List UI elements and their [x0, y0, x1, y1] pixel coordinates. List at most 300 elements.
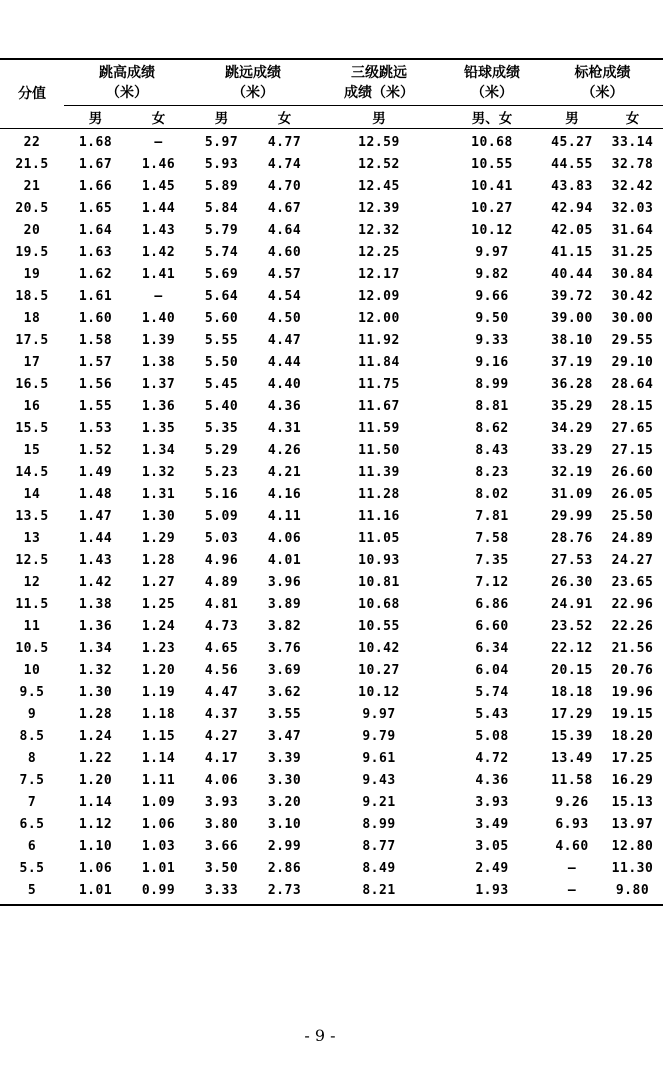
cell-long-jump-male: 4.17	[204, 750, 239, 766]
cell-long-jump-female: 3.82	[267, 618, 302, 634]
cell-triple-jump-male: 12.59	[358, 134, 400, 150]
header-high-jump-title: 跳高成绩	[99, 64, 155, 81]
cell-long-jump-female: 4.67	[267, 200, 302, 216]
cell-javelin-female: 26.05	[611, 486, 654, 502]
cell-score: 9	[27, 706, 37, 722]
header-shot-put	[442, 59, 542, 106]
cell-long-jump-male: 3.66	[204, 838, 239, 854]
cell-long-jump-female: 4.70	[267, 178, 302, 194]
cell-shot-put: 8.43	[475, 442, 509, 458]
cell-high-jump-male: 1.12	[78, 816, 113, 832]
table-row	[0, 417, 663, 439]
cell-shot-put: 9.16	[475, 354, 509, 370]
cell-long-jump-female: 3.96	[267, 574, 302, 590]
cell-long-jump-female: 3.39	[267, 750, 302, 766]
cell-javelin-female: 15.13	[611, 794, 654, 810]
cell-javelin-female: 25.50	[611, 508, 654, 524]
subheader-shot-put-both: 男、女	[442, 106, 542, 129]
cell-long-jump-male: 4.65	[204, 640, 239, 656]
cell-long-jump-male: 5.23	[204, 464, 239, 480]
cell-triple-jump-male: 10.12	[358, 684, 400, 700]
cell-score: 16.5	[15, 376, 49, 392]
cell-long-jump-female: 4.06	[267, 530, 302, 546]
header-high-jump	[64, 59, 190, 106]
cell-long-jump-male: 4.27	[204, 728, 239, 744]
cell-long-jump-male: 5.45	[204, 376, 239, 392]
cell-javelin-male: 44.55	[551, 156, 593, 172]
cell-high-jump-male: 1.63	[78, 244, 113, 260]
cell-javelin-male: 33.29	[551, 442, 593, 458]
cell-long-jump-male: 4.73	[204, 618, 239, 634]
cell-long-jump-male: 5.09	[204, 508, 239, 524]
cell-javelin-female: 26.60	[611, 464, 654, 480]
cell-high-jump-male: 1.57	[78, 354, 113, 370]
cell-long-jump-female: 3.55	[267, 706, 302, 722]
cell-triple-jump-male: 12.32	[358, 222, 400, 238]
cell-score: 11	[23, 618, 41, 634]
cell-high-jump-female: 0.99	[127, 879, 190, 905]
table-row	[0, 747, 663, 769]
cell-score: 14	[23, 486, 41, 502]
cell-javelin-female: 18.20	[611, 728, 654, 744]
cell-long-jump-female: 4.54	[267, 288, 302, 304]
cell-shot-put: 7.35	[475, 552, 509, 568]
table-row	[0, 835, 663, 857]
cell-javelin-male: 18.18	[551, 684, 593, 700]
cell-high-jump-male: 1.64	[78, 222, 113, 238]
cell-long-jump-female: 4.36	[267, 398, 302, 414]
cell-javelin-male: 29.99	[551, 508, 593, 524]
cell-shot-put: 10.27	[471, 200, 513, 216]
cell-javelin-female: 31.64	[611, 222, 654, 238]
cell-high-jump-female: 1.11	[141, 772, 176, 788]
cell-long-jump-male: 3.93	[204, 794, 239, 810]
cell-javelin-male: 42.05	[551, 222, 593, 238]
cell-javelin-male: 9.26	[555, 794, 589, 810]
cell-high-jump-male: 1.30	[78, 684, 113, 700]
header-triple-jump-unit: 成绩（米）	[344, 84, 414, 101]
cell-long-jump-male: 5.29	[204, 442, 239, 458]
cell-triple-jump-male: 10.93	[358, 552, 400, 568]
cell-long-jump-male: 5.89	[204, 178, 239, 194]
table-row	[0, 769, 663, 791]
cell-long-jump-male: 5.16	[204, 486, 239, 502]
cell-long-jump-male: 5.84	[204, 200, 239, 216]
cell-shot-put: 9.33	[475, 332, 509, 348]
cell-high-jump-male: 1.10	[78, 838, 113, 854]
cell-high-jump-male: 1.34	[78, 640, 113, 656]
cell-high-jump-female: 1.25	[141, 596, 176, 612]
cell-long-jump-male: 4.96	[204, 552, 239, 568]
cell-long-jump-female: 4.21	[267, 464, 302, 480]
cell-javelin-male: 41.15	[551, 244, 593, 260]
cell-shot-put: 5.43	[475, 706, 509, 722]
cell-javelin-male: 17.29	[551, 706, 593, 722]
cell-javelin-female: 13.97	[611, 816, 654, 832]
cell-javelin-female: 30.84	[611, 266, 654, 282]
cell-triple-jump-male: 12.09	[358, 288, 400, 304]
cell-javelin-female: 11.30	[611, 860, 654, 876]
cell-high-jump-male: 1.67	[78, 156, 113, 172]
cell-high-jump-female: 1.36	[141, 398, 176, 414]
cell-high-jump-female: 1.39	[141, 332, 176, 348]
cell-javelin-male: 39.00	[551, 310, 593, 326]
cell-high-jump-female: 1.31	[141, 486, 176, 502]
table-row	[0, 593, 663, 615]
cell-score: 21.5	[15, 156, 49, 172]
table-row	[0, 329, 663, 351]
cell-triple-jump-male: 10.68	[358, 596, 400, 612]
cell-high-jump-male: 1.62	[78, 266, 113, 282]
cell-high-jump-male: 1.22	[78, 750, 113, 766]
table-row	[0, 637, 663, 659]
cell-score: 5	[0, 879, 64, 905]
cell-score: 11.5	[15, 596, 49, 612]
table-row	[0, 395, 663, 417]
cell-high-jump-female: –	[154, 134, 163, 150]
cell-javelin-female: 22.96	[611, 596, 654, 612]
table-row	[0, 857, 663, 879]
cell-score: 6	[27, 838, 37, 854]
cell-high-jump-female: 1.42	[141, 244, 176, 260]
cell-high-jump-male: 1.66	[78, 178, 113, 194]
cell-triple-jump-male: 11.75	[358, 376, 400, 392]
cell-high-jump-male: 1.49	[78, 464, 113, 480]
cell-javelin-female: 24.89	[611, 530, 654, 546]
table-row	[0, 505, 663, 527]
table-row	[0, 197, 663, 219]
cell-high-jump-male: 1.53	[78, 420, 113, 436]
cell-javelin-male: 20.15	[551, 662, 593, 678]
cell-long-jump-male: 5.69	[204, 266, 239, 282]
cell-score: 13	[23, 530, 41, 546]
cell-shot-put: 7.81	[475, 508, 509, 524]
cell-high-jump-female: 1.46	[141, 156, 176, 172]
cell-javelin-female: 30.00	[611, 310, 654, 326]
cell-long-jump-male: 5.55	[204, 332, 239, 348]
cell-triple-jump-male: 12.25	[358, 244, 400, 260]
cell-triple-jump-male: 11.39	[358, 464, 400, 480]
cell-javelin-male: 6.93	[555, 816, 589, 832]
cell-high-jump-male: 1.24	[78, 728, 113, 744]
cell-javelin-female: 9.80	[602, 879, 663, 905]
cell-triple-jump-male: 10.42	[358, 640, 400, 656]
cell-high-jump-female: 1.19	[141, 684, 176, 700]
cell-high-jump-male: 1.65	[78, 200, 113, 216]
cell-shot-put: 4.72	[475, 750, 509, 766]
cell-javelin-female: 23.65	[611, 574, 654, 590]
table-row	[0, 373, 663, 395]
cell-shot-put: 10.12	[471, 222, 513, 238]
cell-high-jump-male: 1.60	[78, 310, 113, 326]
cell-javelin-female: 32.42	[611, 178, 654, 194]
cell-high-jump-female: 1.09	[141, 794, 176, 810]
table-row	[0, 439, 663, 461]
cell-high-jump-male: 1.36	[78, 618, 113, 634]
cell-javelin-male: 26.30	[551, 574, 593, 590]
cell-triple-jump-male: 11.16	[358, 508, 400, 524]
cell-triple-jump-male: 12.39	[358, 200, 400, 216]
cell-score: 6.5	[19, 816, 45, 832]
cell-shot-put: 6.60	[475, 618, 509, 634]
cell-long-jump-female: 3.30	[267, 772, 302, 788]
cell-javelin-female: 19.96	[611, 684, 654, 700]
cell-triple-jump-male: 10.55	[358, 618, 400, 634]
cell-long-jump-female: 4.74	[267, 156, 302, 172]
cell-long-jump-female: 4.60	[267, 244, 302, 260]
cell-javelin-female: 12.80	[611, 838, 654, 854]
subheader-high-jump-male: 男	[64, 106, 127, 129]
cell-high-jump-male: 1.68	[78, 134, 113, 150]
cell-long-jump-female: 4.50	[267, 310, 302, 326]
cell-triple-jump-male: 11.67	[358, 398, 400, 414]
cell-triple-jump-male: 10.27	[358, 662, 400, 678]
table-row	[0, 813, 663, 835]
subheader-triple-jump-male: 男	[316, 106, 442, 129]
cell-triple-jump-male: 9.97	[362, 706, 396, 722]
cell-javelin-male: 38.10	[551, 332, 593, 348]
cell-triple-jump-male: 12.00	[358, 310, 400, 326]
cell-long-jump-male: 5.60	[204, 310, 239, 326]
cell-high-jump-male: 1.44	[78, 530, 113, 546]
cell-long-jump-female: 3.62	[267, 684, 302, 700]
cell-shot-put: 9.82	[475, 266, 509, 282]
cell-javelin-female: 29.10	[611, 354, 654, 370]
cell-triple-jump-male: 9.21	[362, 794, 396, 810]
cell-high-jump-female: 1.15	[141, 728, 176, 744]
cell-long-jump-male: 4.47	[204, 684, 239, 700]
cell-high-jump-female: 1.30	[141, 508, 176, 524]
cell-score: 20	[23, 222, 41, 238]
cell-high-jump-male: 1.48	[78, 486, 113, 502]
cell-long-jump-male: 5.50	[204, 354, 239, 370]
cell-javelin-male: 39.72	[551, 288, 593, 304]
cell-score: 19	[23, 266, 41, 282]
cell-high-jump-female: 1.01	[141, 860, 176, 876]
cell-long-jump-female: 3.69	[267, 662, 302, 678]
cell-shot-put: 8.62	[475, 420, 509, 436]
cell-long-jump-male: 3.80	[204, 816, 239, 832]
header-long-jump	[190, 59, 316, 106]
cell-triple-jump-male: 8.49	[362, 860, 396, 876]
cell-long-jump-female: 3.89	[267, 596, 302, 612]
subheader-javelin-male: 男	[542, 106, 602, 129]
table-row	[0, 659, 663, 681]
header-javelin-unit: （米）	[581, 84, 624, 101]
cell-long-jump-female: 4.47	[267, 332, 302, 348]
cell-triple-jump-male: 11.28	[358, 486, 400, 502]
table-row	[0, 241, 663, 263]
cell-javelin-female: 27.15	[611, 442, 654, 458]
cell-shot-put: 6.34	[475, 640, 509, 656]
cell-shot-put: 9.66	[475, 288, 509, 304]
cell-shot-put: 6.86	[475, 596, 509, 612]
cell-high-jump-male: 1.55	[78, 398, 113, 414]
cell-javelin-female: 30.42	[611, 288, 654, 304]
cell-javelin-female: 17.25	[611, 750, 654, 766]
subheader-javelin-female: 女	[602, 106, 663, 129]
cell-shot-put: 4.36	[475, 772, 509, 788]
cell-shot-put: 8.23	[475, 464, 509, 480]
cell-high-jump-female: 1.28	[141, 552, 176, 568]
table-header	[0, 59, 663, 129]
cell-triple-jump-male: 11.05	[358, 530, 400, 546]
cell-score: 15	[23, 442, 41, 458]
cell-score: 20.5	[15, 200, 49, 216]
cell-score: 21	[23, 178, 41, 194]
cell-javelin-female: 19.15	[611, 706, 654, 722]
cell-javelin-male: 45.27	[551, 134, 593, 150]
cell-shot-put: 8.81	[475, 398, 509, 414]
cell-score: 13.5	[15, 508, 49, 524]
cell-javelin-female: 32.03	[611, 200, 654, 216]
header-shot-put-title: 铅球成绩	[464, 64, 520, 81]
cell-javelin-male: 13.49	[551, 750, 593, 766]
cell-high-jump-male: 1.06	[78, 860, 113, 876]
cell-shot-put: 5.74	[475, 684, 509, 700]
header-score: 分值	[0, 59, 64, 129]
table-row	[0, 285, 663, 307]
cell-javelin-male: –	[567, 860, 577, 876]
cell-high-jump-female: –	[154, 288, 163, 304]
cell-triple-jump-male: 11.59	[358, 420, 400, 436]
cell-score: 9.5	[19, 684, 45, 700]
cell-javelin-male: 42.94	[551, 200, 593, 216]
cell-high-jump-female: 1.43	[141, 222, 176, 238]
table-row	[0, 549, 663, 571]
cell-long-jump-male: 5.40	[204, 398, 239, 414]
cell-long-jump-female: 2.99	[267, 838, 302, 854]
table-row	[0, 681, 663, 703]
cell-high-jump-male: 1.56	[78, 376, 113, 392]
cell-long-jump-male: 4.81	[204, 596, 239, 612]
cell-high-jump-female: 1.45	[141, 178, 176, 194]
cell-triple-jump-male: 8.77	[362, 838, 396, 854]
cell-javelin-female: 28.64	[611, 376, 654, 392]
table-row	[0, 791, 663, 813]
cell-long-jump-female: 4.26	[267, 442, 302, 458]
cell-javelin-male: 35.29	[551, 398, 593, 414]
cell-triple-jump-male: 9.43	[362, 772, 396, 788]
header-shot-put-unit: （米）	[471, 84, 513, 101]
cell-score: 10	[23, 662, 41, 678]
cell-score: 18.5	[15, 288, 49, 304]
cell-javelin-male: 24.91	[551, 596, 593, 612]
cell-score: 10.5	[15, 640, 49, 656]
cell-triple-jump-male: 8.21	[316, 879, 442, 905]
cell-high-jump-male: 1.32	[78, 662, 113, 678]
cell-javelin-female: 27.65	[611, 420, 654, 436]
cell-javelin-female: 20.76	[611, 662, 654, 678]
cell-long-jump-female: 3.20	[267, 794, 302, 810]
cell-triple-jump-male: 9.79	[362, 728, 396, 744]
header-long-jump-unit: （米）	[232, 84, 274, 101]
cell-long-jump-female: 4.64	[267, 222, 302, 238]
cell-score: 18	[23, 310, 41, 326]
cell-shot-put: 8.99	[475, 376, 509, 392]
cell-long-jump-female: 4.16	[267, 486, 302, 502]
header-triple-jump	[316, 59, 442, 106]
cell-high-jump-female: 1.37	[141, 376, 176, 392]
cell-high-jump-female: 1.44	[141, 200, 176, 216]
cell-javelin-female: 28.15	[611, 398, 654, 414]
cell-shot-put: 2.49	[475, 860, 509, 876]
cell-long-jump-male: 5.35	[204, 420, 239, 436]
table-row	[0, 483, 663, 505]
cell-long-jump-female: 4.77	[267, 134, 302, 150]
cell-long-jump-male: 5.64	[204, 288, 239, 304]
cell-javelin-female: 22.26	[611, 618, 654, 634]
cell-javelin-male: –	[542, 879, 602, 905]
cell-high-jump-male: 1.01	[64, 879, 127, 905]
cell-long-jump-female: 2.73	[253, 879, 316, 905]
cell-shot-put: 3.05	[475, 838, 509, 854]
header-javelin-title: 标枪成绩	[574, 64, 631, 81]
cell-high-jump-female: 1.32	[141, 464, 176, 480]
cell-javelin-male: 32.19	[551, 464, 593, 480]
cell-javelin-female: 29.55	[611, 332, 654, 348]
subheader-long-jump-male: 男	[190, 106, 253, 129]
cell-shot-put: 5.08	[475, 728, 509, 744]
cell-high-jump-female: 1.40	[141, 310, 176, 326]
cell-javelin-male: 31.09	[551, 486, 593, 502]
cell-javelin-male: 23.52	[551, 618, 593, 634]
cell-javelin-male: 43.83	[551, 178, 593, 194]
table-row	[0, 615, 663, 637]
cell-score: 16	[23, 398, 41, 414]
cell-javelin-male: 22.12	[551, 640, 593, 656]
cell-triple-jump-male: 10.81	[358, 574, 400, 590]
cell-high-jump-female: 1.41	[141, 266, 176, 282]
cell-high-jump-male: 1.58	[78, 332, 113, 348]
table-row	[0, 725, 663, 747]
cell-triple-jump-male: 12.52	[358, 156, 400, 172]
cell-javelin-male: 4.60	[555, 838, 589, 854]
table-row	[0, 351, 663, 373]
table-row	[0, 703, 663, 725]
cell-shot-put: 3.93	[475, 794, 509, 810]
cell-javelin-female: 33.14	[611, 134, 654, 150]
cell-long-jump-male: 5.03	[204, 530, 239, 546]
cell-score: 19.5	[15, 244, 49, 260]
cell-high-jump-female: 1.38	[141, 354, 176, 370]
cell-score: 5.5	[19, 860, 45, 876]
header-javelin	[542, 59, 663, 106]
cell-shot-put: 6.04	[475, 662, 509, 678]
cell-triple-jump-male: 12.45	[358, 178, 400, 194]
score-table	[0, 58, 663, 906]
cell-long-jump-female: 4.57	[267, 266, 302, 282]
cell-high-jump-female: 1.20	[141, 662, 176, 678]
cell-score: 22	[23, 134, 41, 150]
cell-long-jump-male: 5.97	[204, 134, 239, 150]
cell-high-jump-male: 1.43	[78, 552, 113, 568]
cell-high-jump-female: 1.29	[141, 530, 176, 546]
cell-long-jump-female: 4.01	[267, 552, 302, 568]
cell-high-jump-female: 1.24	[141, 618, 176, 634]
cell-long-jump-male: 5.93	[204, 156, 239, 172]
cell-long-jump-female: 4.44	[267, 354, 302, 370]
cell-high-jump-female: 1.27	[141, 574, 176, 590]
cell-score: 12.5	[15, 552, 49, 568]
cell-triple-jump-male: 11.84	[358, 354, 400, 370]
cell-javelin-male: 40.44	[551, 266, 593, 282]
cell-javelin-male: 28.76	[551, 530, 593, 546]
cell-long-jump-male: 5.74	[204, 244, 239, 260]
cell-long-jump-female: 4.40	[267, 376, 302, 392]
header-long-jump-title: 跳远成绩	[225, 64, 281, 81]
table-body	[0, 129, 663, 906]
